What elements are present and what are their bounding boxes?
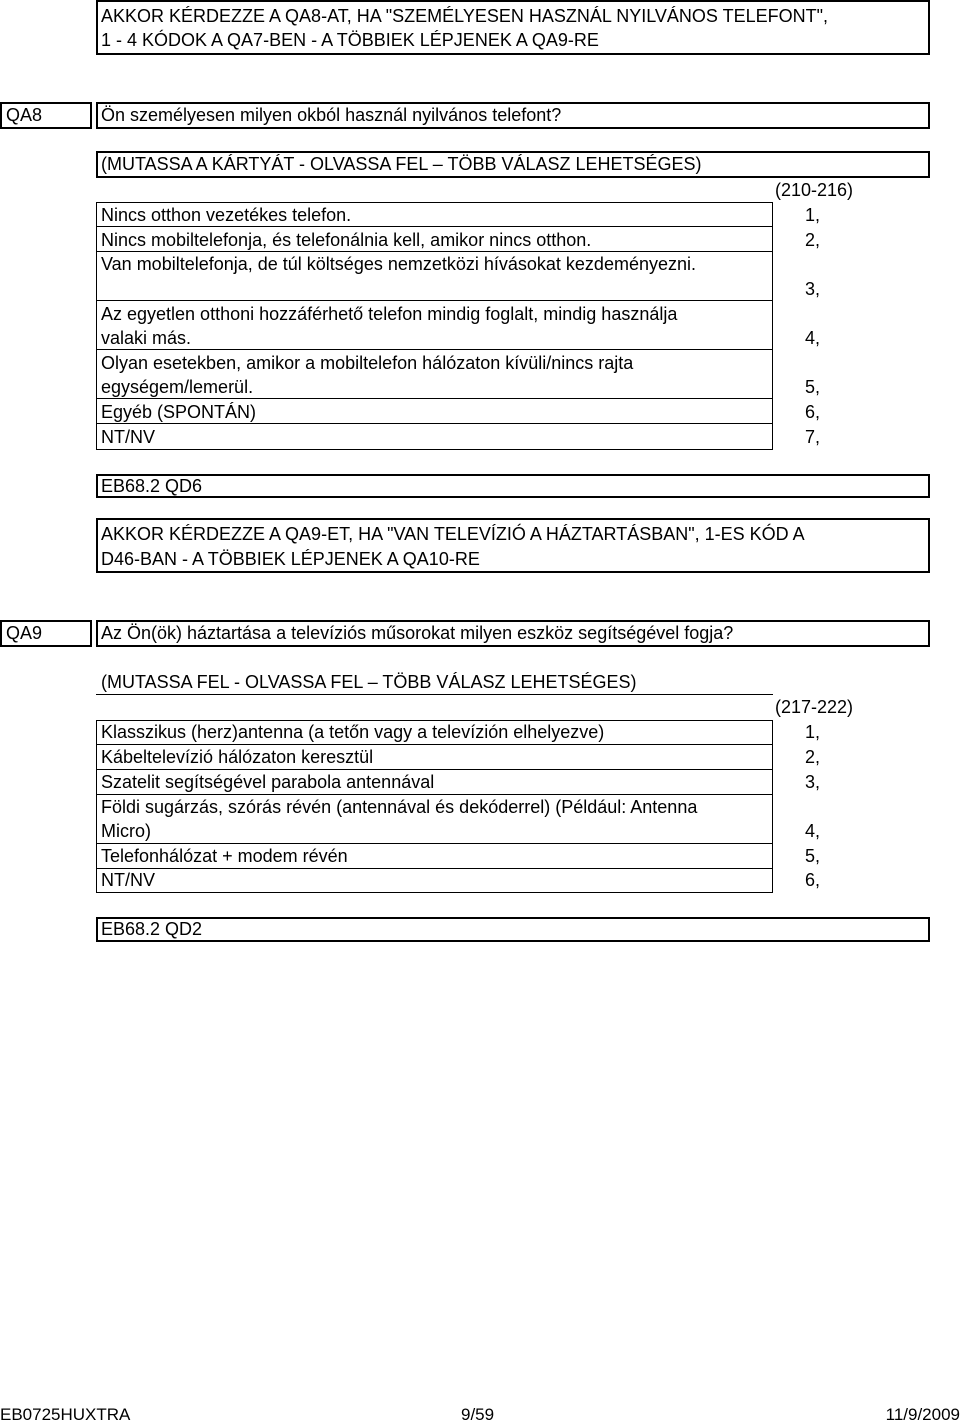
qa8-option-4-label: valaki más. bbox=[101, 328, 192, 348]
qa8-option-4-code: 4, bbox=[804, 328, 820, 348]
qa8-option-7-code: 7, bbox=[804, 427, 820, 447]
qa8-source: EB68.2 QD6 bbox=[101, 476, 203, 496]
qa8-instruction-line-1: AKKOR KÉRDEZZE A QA8-AT, HA "SZEMÉLYESEN HASZNÁL NYILVÁNOS TELEFONT", bbox=[101, 6, 828, 26]
qa8-option-5-label: egységem/lemerül. bbox=[101, 377, 254, 397]
qa9-option-4-label: Micro) bbox=[101, 821, 151, 841]
qa8-code: QA8 bbox=[6, 105, 43, 125]
qa9-option-2-label: Kábeltelevízió hálózaton keresztül bbox=[101, 747, 374, 767]
qa8-option-5-label: Olyan esetekben, amikor a mobiltelefon hálózaton kívüli/nincs rajta bbox=[101, 353, 634, 373]
qa9-option-3-label: Szatelit segítségével parabola antennával bbox=[101, 772, 435, 792]
qa8-columns: (210-216) bbox=[775, 180, 854, 200]
qa8-option-1-label: Nincs otthon vezetékes telefon. bbox=[101, 205, 352, 225]
qa8-option-3-label: Van mobiltelefonja, de túl költséges nemzetközi hívásokat kezdeményezni. bbox=[101, 254, 696, 274]
qa9-option-4-label: Földi sugárzás, szórás révén (antennával és dekóderrel) (Például: Antenna bbox=[101, 797, 698, 817]
qa8-option-3-code: 3, bbox=[804, 279, 820, 299]
qa8-source-box bbox=[96, 474, 930, 498]
qa8-option-1-code: 1, bbox=[804, 205, 820, 225]
qa8-instruction-line-2: 1 - 4 KÓDOK A QA7-BEN - A TÖBBIEK LÉPJENEK A QA9-RE bbox=[101, 30, 599, 50]
qa9-option-2-code: 2, bbox=[804, 747, 820, 767]
qa9-option-1-label: Klasszikus (herz)antenna (a tetőn vagy a televízión elhelyezve) bbox=[101, 722, 605, 742]
qa9-option-5-code: 5, bbox=[804, 846, 820, 866]
qa8-option-5-code: 5, bbox=[804, 377, 820, 397]
qa9-option-3-code: 3, bbox=[804, 772, 820, 792]
qa9-instruction-line-1: AKKOR KÉRDEZZE A QA9-ET, HA "VAN TELEVÍZIÓ A HÁZTARTÁSBAN", 1-ES KÓD A bbox=[101, 524, 805, 544]
qa9-show-card: (MUTASSA FEL - OLVASSA FEL – TÖBB VÁLASZ LEHETSÉGES) bbox=[101, 672, 637, 692]
qa8-show-card: (MUTASSA A KÁRTYÁT - OLVASSA FEL – TÖBB VÁLASZ LEHETSÉGES) bbox=[101, 154, 702, 174]
qa8-option-2-code: 2, bbox=[804, 230, 820, 250]
qa9-columns: (217-222) bbox=[775, 697, 854, 717]
qa8-question: Ön személyesen milyen okból használ nyilvános telefont? bbox=[101, 105, 562, 125]
qa9-option-1-code: 1, bbox=[804, 722, 820, 742]
footer-page-number: 9/59 bbox=[461, 1405, 495, 1424]
qa8-option-6-label: Egyéb (SPONTÁN) bbox=[101, 402, 257, 422]
qa8-option-2-label: Nincs mobiltelefonja, és telefonálnia kell, amikor nincs otthon. bbox=[101, 230, 592, 250]
qa9-option-6-code: 6, bbox=[804, 870, 820, 890]
qa8-option-6-code: 6, bbox=[804, 402, 820, 422]
qa9-source-box bbox=[96, 917, 930, 942]
footer-doc-id: EB0725HUXTRA bbox=[0, 1405, 131, 1424]
qa9-option-5-label: Telefonhálózat + modem révén bbox=[101, 846, 348, 866]
qa9-option-4-code: 4, bbox=[804, 821, 820, 841]
qa9-source: EB68.2 QD2 bbox=[101, 919, 203, 939]
qa8-option-7-label: NT/NV bbox=[101, 427, 155, 447]
qa9-show-card-underline bbox=[96, 694, 773, 695]
qa9-instruction-line-2: D46-BAN - A TÖBBIEK LÉPJENEK A QA10-RE bbox=[101, 549, 480, 569]
qa8-option-4-label: Az egyetlen otthoni hozzáférhető telefon mindig foglalt, mindig használja bbox=[101, 304, 678, 324]
qa9-code: QA9 bbox=[6, 623, 43, 643]
qa9-question: Az Ön(ök) háztartása a televíziós műsorokat milyen eszköz segítségével fogja? bbox=[101, 623, 734, 643]
footer-date: 11/9/2009 bbox=[885, 1405, 960, 1424]
qa9-option-6-label: NT/NV bbox=[101, 870, 155, 890]
